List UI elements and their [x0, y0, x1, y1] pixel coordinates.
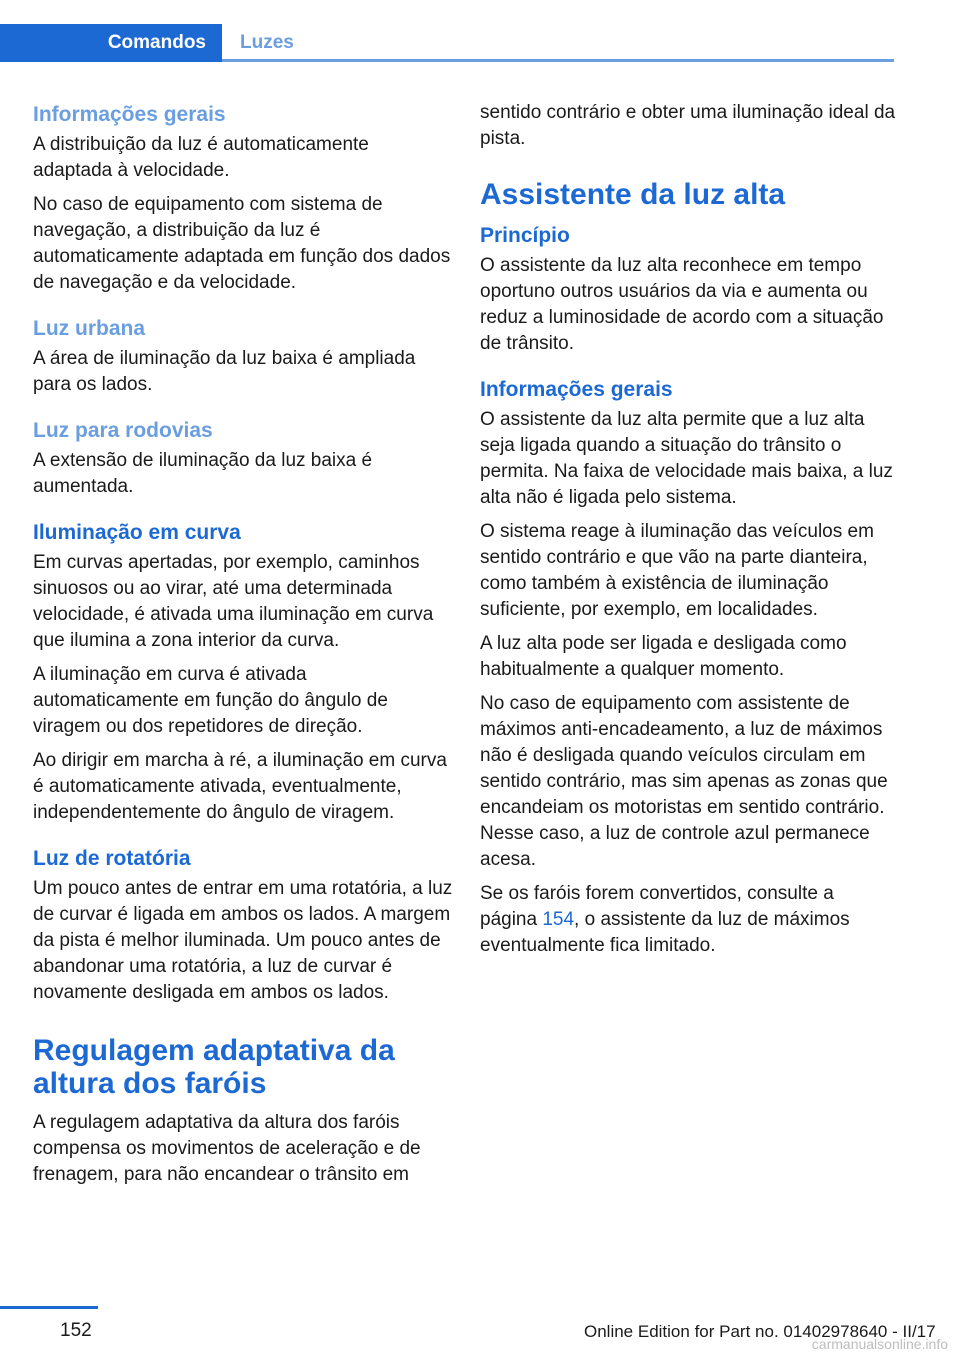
paragraph: A iluminação em curva é ativada automaticamente em função do ângulo de viragem ou dos repetidores de direção.	[33, 664, 388, 737]
paragraph: No caso de equipamento com assistente de máximos anti-encadeamento, a luz de máximos não é desligada quando veículos circulam em sentido contrário, mas sim apenas as zonas que encandeiam os motoristas em sentido contrário. Nesse caso, a luz de controle azul permanece acesa.	[480, 693, 888, 870]
section-luz-rodovias	[33, 416, 453, 500]
section-luz-rotatoria	[33, 844, 453, 1006]
paragraph: sentido contrário e obter uma iluminação ideal da pista.	[480, 102, 896, 149]
section-heading: Luz para rodovias	[33, 419, 213, 442]
section-regulagem-faroes	[33, 1034, 453, 1188]
section-informacoes-gerais-2	[480, 375, 896, 959]
paragraph: A área de iluminação da luz baixa é ampliada para os lados.	[33, 348, 416, 395]
chapter-heading: Assistente da luz alta	[480, 178, 786, 211]
section-heading: Princípio	[480, 224, 570, 247]
paragraph: O assistente da luz alta reconhece em tempo oportuno outros usuários da via e aumenta ou reduz a luminosidade de acordo com a situação de trânsito.	[480, 255, 884, 354]
section-heading: Iluminação em curva	[33, 521, 241, 544]
paragraph: Em curvas apertadas, por exemplo, caminhos sinuosos ou ao virar, até uma determinada velocidade, é ativada uma iluminação em curva que ilumina a zona interior da curva.	[33, 552, 434, 651]
paragraph: O assistente da luz alta permite que a luz alta seja ligada quando a situação do trânsito o permita. Na faixa de velocidade mais baixa, a luz alta não é ligada pelo sistema.	[480, 409, 893, 508]
paragraph: O sistema reage à iluminação das veículos em sentido contrário e que vão na parte dianteira, como também à existência de iluminação suficiente, por exemplo, em localidades.	[480, 521, 874, 620]
tab-comandos[interactable]: Comandos	[0, 24, 222, 62]
edition-label: Online Edition for Part no. 01402978640 - II/17	[584, 1322, 936, 1341]
watermark: carmanualsonline.info	[811, 1336, 948, 1352]
section-informacoes-gerais	[33, 100, 453, 296]
tab-luzes[interactable]: Luzes	[240, 32, 294, 53]
section-heading: Informações gerais	[480, 378, 673, 401]
paragraph: Um pouco antes de entrar em uma rotatória, a luz de curvar é ligada em ambos os lados. A margem da pista é melhor iluminada. Um pouco antes de abandonar uma rotatória, a luz de curvar é novamente desligada em ambos os lados.	[33, 878, 453, 1003]
section-iluminacao-curva	[33, 518, 453, 826]
paragraph: A luz alta pode ser ligada e desligada como habitualmente a qualquer momento.	[480, 633, 847, 680]
footer-rule	[0, 1306, 98, 1309]
text-span: Se os faróis forem convertidos, consulte a página	[480, 883, 834, 930]
section-heading: Informações gerais	[33, 103, 226, 126]
header-tabs	[0, 24, 894, 62]
page-reference-link[interactable]: 154	[542, 909, 575, 930]
chapter-heading: Regulagem adaptativa da altura dos faróis	[33, 1034, 395, 1100]
text-span: , o assistente da luz de máximos eventualmente fica limitado.	[480, 909, 850, 956]
paragraph: A distribuição da luz é automaticamente adaptada à velocidade.	[33, 134, 369, 181]
section-assistente-luz-alta	[480, 178, 896, 357]
page-number: 152	[60, 1320, 92, 1341]
section-luz-urbana	[33, 314, 453, 398]
paragraph: A regulagem adaptativa da altura dos faróis compensa os movimentos de aceleração e de frenagem, para não encandear o trânsito em	[33, 1112, 421, 1185]
paragraph: Ao dirigir em marcha à ré, a iluminação em curva é automaticamente ativada, eventualmente, independentemente do ângulo de viragem.	[33, 750, 447, 823]
header-rule	[222, 59, 894, 62]
left-column	[33, 100, 453, 1206]
paragraph	[480, 881, 896, 959]
section-heading: Luz de rotatória	[33, 847, 191, 870]
paragraph: No caso de equipamento com sistema de navegação, a distribuição da luz é automaticamente adaptada em função dos dados de navegação e da velocidade.	[33, 194, 451, 293]
section-heading: Luz urbana	[33, 317, 146, 340]
right-column	[480, 100, 896, 977]
paragraph: A extensão de iluminação da luz baixa é aumentada.	[33, 450, 373, 497]
